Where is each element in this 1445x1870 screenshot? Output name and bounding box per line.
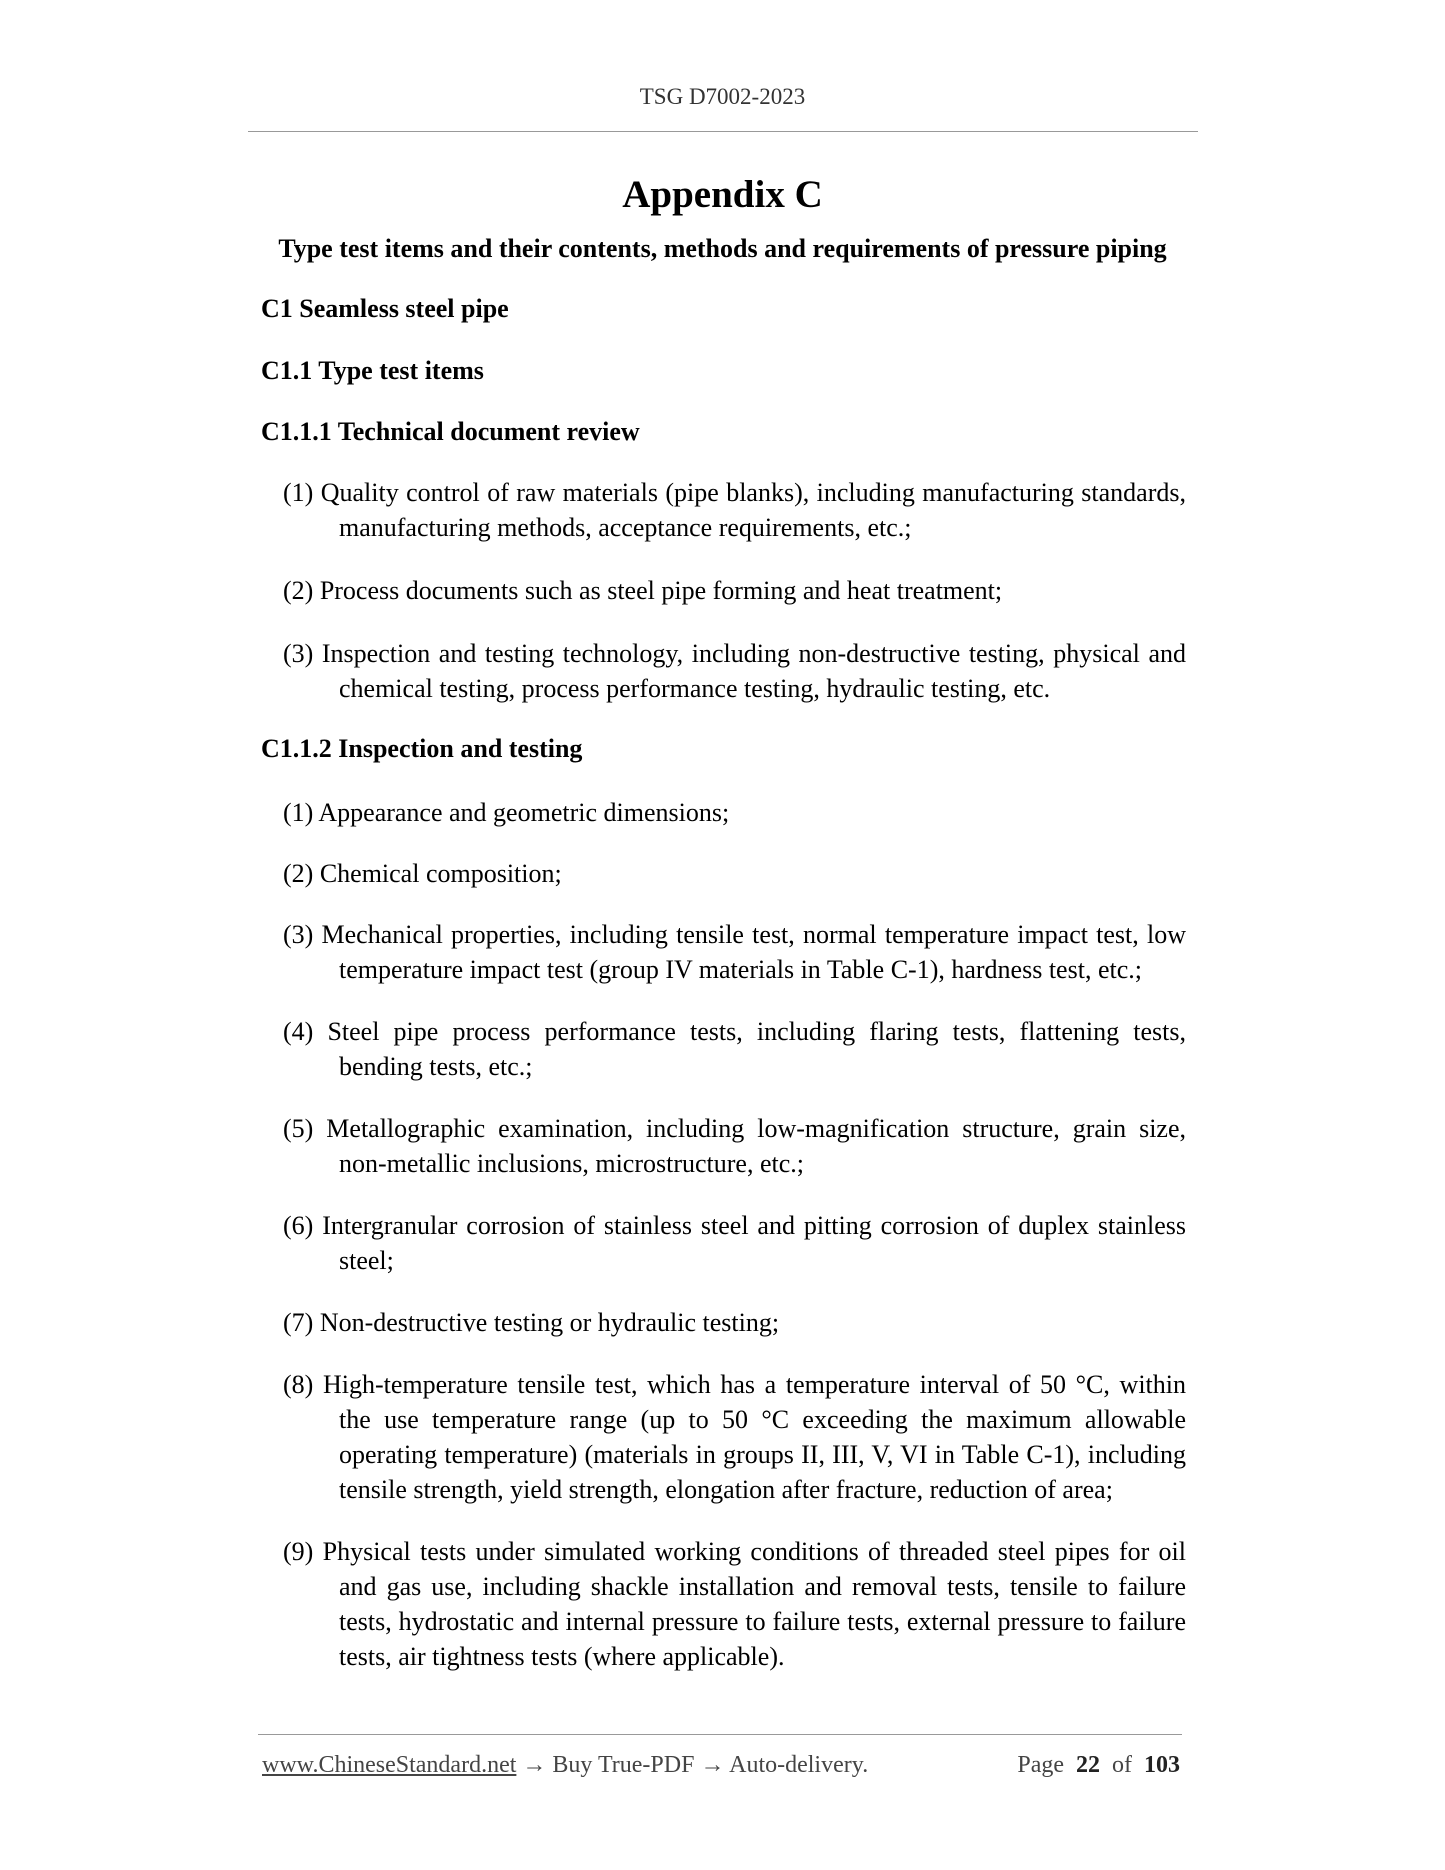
test-item-5	[283, 1111, 1186, 1181]
line: (1) Appearance and geometric dimensions;	[283, 798, 730, 827]
page-number: 22	[1076, 1752, 1100, 1778]
line: (7) Non-destructive testing or hydraulic testing;	[283, 1308, 780, 1337]
header-divider	[248, 131, 1198, 132]
line: (1) Quality control of raw materials (pipe blanks), including manufacturing standards,	[283, 478, 1186, 507]
review-item-3	[283, 636, 1186, 706]
running-header: TSG D7002-2023	[639, 84, 806, 109]
heading-c1-1-1: C1.1.1 Technical document review	[261, 417, 640, 446]
appendix-title: Appendix C	[622, 173, 823, 216]
line: manufacturing methods, acceptance requirements, etc.;	[339, 513, 912, 542]
line: non-metallic inclusions, microstructure, etc.;	[339, 1149, 804, 1178]
of-label: of	[1112, 1752, 1132, 1778]
line: bending tests, etc.;	[339, 1052, 533, 1081]
line: (9) Physical tests under simulated working conditions of threaded steel pipes for oil	[283, 1537, 1186, 1566]
line: (3) Mechanical properties, including tensile test, normal temperature impact test, low	[283, 920, 1186, 949]
heading-c1-1-2: C1.1.2 Inspection and testing	[261, 734, 583, 763]
test-item-4	[283, 1014, 1186, 1084]
line: (3) Inspection and testing technology, including non-destructive testing, physical and	[283, 639, 1186, 668]
review-item-2	[283, 573, 1186, 608]
line: and gas use, including shackle installation and removal tests, tensile to failure	[339, 1572, 1186, 1601]
line: (2) Chemical composition;	[283, 859, 562, 888]
test-item-9	[283, 1534, 1186, 1674]
line: tests, hydrostatic and internal pressure to failure tests, external pressure to failure	[339, 1607, 1186, 1636]
line: tensile strength, yield strength, elongation after fracture, reduction of area;	[339, 1475, 1113, 1504]
page-counter	[1017, 1752, 1180, 1779]
line: (6) Intergranular corrosion of stainless steel and pitting corrosion of duplex stainless	[283, 1211, 1186, 1240]
test-item-3	[283, 917, 1186, 987]
footer-promo: → Buy True-PDF → Auto-delivery.	[516, 1752, 869, 1778]
line: (8) High-temperature tensile test, which has a temperature interval of 50 °C, within	[283, 1370, 1186, 1399]
website-link[interactable]: www.ChineseStandard.net	[262, 1752, 517, 1778]
line: steel;	[339, 1246, 394, 1275]
test-item-2	[283, 856, 1186, 891]
page-footer	[262, 1752, 1180, 1779]
line: (4) Steel pipe process performance tests, including flaring tests, flattening tests,	[283, 1017, 1186, 1046]
line: chemical testing, process performance testing, hydraulic testing, etc.	[339, 674, 1051, 703]
test-item-6	[283, 1208, 1186, 1278]
line: temperature impact test (group IV materials in Table C-1), hardness test, etc.;	[339, 955, 1142, 984]
line: (2) Process documents such as steel pipe forming and heat treatment;	[283, 576, 1003, 605]
line: (5) Metallographic examination, including low-magnification structure, grain size,	[283, 1114, 1186, 1143]
test-item-1	[283, 795, 1186, 830]
heading-c1: C1 Seamless steel pipe	[261, 294, 509, 323]
line: operating temperature) (materials in groups II, III, V, VI in Table C-1), including	[339, 1440, 1186, 1469]
footer-divider	[258, 1734, 1182, 1735]
test-item-8	[283, 1367, 1186, 1507]
page-label: Page	[1017, 1752, 1064, 1778]
line: tests, air tightness tests (where applicable).	[339, 1642, 785, 1671]
line: the use temperature range (up to 50 °C exceeding the maximum allowable	[339, 1405, 1186, 1434]
test-item-7	[283, 1305, 1186, 1340]
review-item-1	[283, 475, 1186, 545]
appendix-subtitle: Type test items and their contents, methods and requirements of pressure piping	[278, 234, 1167, 263]
page-total: 103	[1144, 1752, 1180, 1778]
heading-c1-1: C1.1 Type test items	[261, 356, 484, 385]
